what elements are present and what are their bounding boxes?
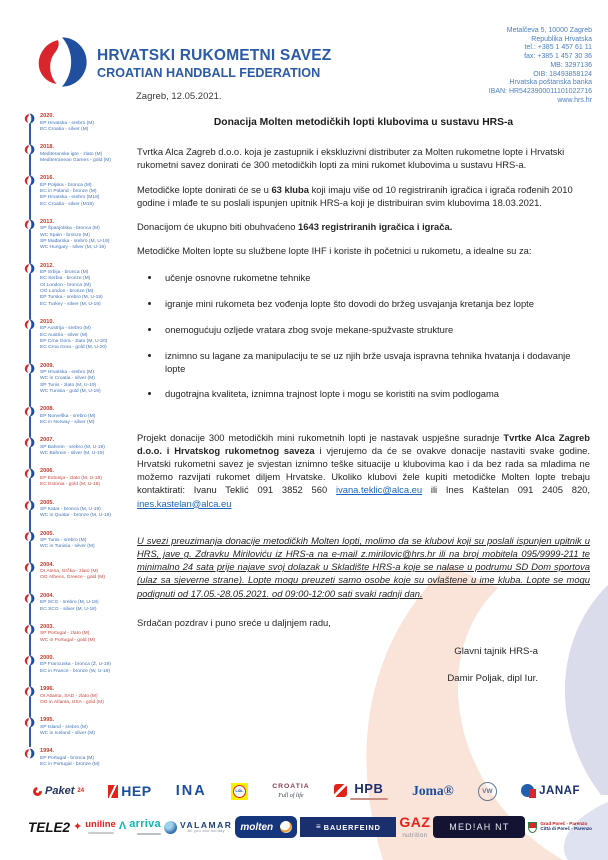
- uniline-star-icon: ✦: [73, 820, 83, 833]
- timeline-results: [40, 756, 136, 769]
- timeline-texts: [40, 717, 136, 737]
- timeline-result: EP Hrvatska - srebro (M18): [40, 195, 100, 201]
- arriva-subtext-bar: [137, 833, 161, 835]
- sponsor-logo-ina: [176, 783, 207, 799]
- timeline-results: [40, 507, 136, 520]
- timeline-results: [40, 569, 136, 582]
- timeline-result: EC in Poland - bronze (M): [40, 188, 97, 194]
- bullet-item: • onemogućuju ozljede vratara zbog svoje mekane-spužvaste strukture: [161, 323, 590, 336]
- valamar-tagline: All you can holiday: [187, 829, 225, 834]
- bauerfeind-label: BAUERFEIND: [323, 822, 381, 832]
- lidl-label: LiDL: [235, 789, 244, 793]
- sponsors-footer: [0, 776, 608, 843]
- p2-bold: 63 kluba: [271, 183, 309, 195]
- timeline-result: EP Norveška - srebro (M): [40, 413, 96, 419]
- sponsor-logo-volkswagen: [478, 782, 497, 801]
- timeline-results: [40, 600, 136, 613]
- timeline-result: EP SCG - srebro (M, U-18): [40, 600, 99, 606]
- timeline-result: SP Hrvatska - srebro (M): [40, 370, 94, 376]
- croatia-label: CROATIA: [272, 782, 310, 790]
- timeline-texts: [40, 263, 136, 308]
- timeline-result: EC in France - bronze (W, U-19): [40, 668, 111, 674]
- sponsor-logo-hpb: [334, 782, 388, 799]
- porec-label-it: Città di Poreč - Parenzo: [540, 826, 592, 831]
- org-name-hr: HRVATSKI RUKOMETNI SAVEZ: [97, 47, 332, 64]
- uniline-subtext-bar: [88, 832, 114, 834]
- timeline-year: 2009.: [40, 362, 54, 369]
- timeline-result: WC in Iceland - silver (M): [40, 730, 95, 736]
- achievements-timeline: [24, 113, 136, 768]
- org-name-en: CROATIAN HANDBALL FEDERATION: [97, 66, 321, 80]
- timeline-entry: [24, 113, 136, 133]
- timeline-results: [40, 270, 136, 308]
- timeline-results: [40, 326, 136, 351]
- timeline-results: [40, 694, 136, 707]
- gaz-label: GAZ: [399, 813, 431, 830]
- hrs-ball-icon: [24, 219, 35, 230]
- timeline-results: [40, 725, 136, 738]
- sponsor-logo-janaf: [521, 784, 580, 799]
- dateline: Zagreb, 12.05.2021.: [136, 91, 222, 102]
- hrs-ball-icon: [24, 144, 35, 155]
- timeline-result: SP Tunis - srebro (M): [40, 538, 87, 544]
- timeline-result: SP Katar - bronca (M, U-19): [40, 507, 101, 512]
- timeline-result: SP Bahrein - srebro (M, U-19): [40, 444, 105, 450]
- timeline-texts: [40, 562, 136, 582]
- timeline-results: [40, 476, 136, 489]
- vw-label: VW: [482, 787, 493, 795]
- valamar-label: VALAMAR: [179, 819, 233, 830]
- letter-title: Donacija Molten metodičkih lopti klubovima u sustavu HRS-a: [213, 117, 514, 128]
- timeline-entry: [24, 175, 136, 208]
- timeline-result: EC SCG - silver (M, U-18): [40, 606, 97, 612]
- timeline-entry: [24, 748, 136, 768]
- signature-role: Glavni tajnik HRS-a: [454, 646, 538, 658]
- timeline-result: EP Srbija - bronca (M): [40, 270, 89, 276]
- timeline-year: 2012.: [40, 262, 54, 269]
- valamar-globe-icon: [164, 821, 177, 834]
- timeline-result: OI London - bronca (M): [40, 282, 91, 288]
- benefits-list: [137, 271, 590, 400]
- timeline-entry: [24, 363, 136, 396]
- timeline-year: 2010.: [40, 318, 54, 325]
- timeline-result: EP Hrvatska - srebro (M): [40, 120, 94, 126]
- sponsor-logo-tele2: [28, 820, 70, 835]
- timeline-results: [40, 121, 136, 134]
- timeline-entry: [24, 593, 136, 613]
- hrs-ball-icon: [24, 593, 35, 604]
- signature-name: Damir Poljak, dipl Iur.: [447, 673, 538, 685]
- timeline-result: OI Atena, Grčka - zlato (M): [40, 569, 99, 575]
- p5-text-mid2: ili Ines Kaštelan 091 2405 820,: [422, 484, 590, 496]
- timeline-result: EP Crna Gora - zlato (M, U-20): [40, 338, 108, 344]
- sponsor-logo-joma: [412, 783, 454, 799]
- timeline-texts: [40, 624, 136, 644]
- contact-line: fax: +385 1 457 30 36: [524, 53, 592, 61]
- bullet-item: • igranje mini rukometa bez vođenja lopte što dovodi do bržeg usvajanja kretanja bez lopte: [161, 297, 590, 310]
- sponsor-row-1: [0, 776, 608, 806]
- sponsor-logo-valamar: [164, 821, 232, 834]
- timeline-result: SP Portugal - zlato (M): [40, 631, 90, 637]
- hrs-ball-icon: [24, 531, 35, 542]
- contact-line: Metalčeva 5, 10000 Zagreb: [506, 27, 592, 34]
- hrs-ball-icon: [24, 500, 35, 511]
- timeline-result: OG in Atlanta, USA - gold (M): [40, 699, 104, 705]
- timeline-result: OI Atlanta, SAD - zlato (M): [40, 693, 98, 699]
- paragraph-balls: Metodičke Molten lopte su službene lopte IHF i koriste ih početnici u rukometu, a idealne su za:: [137, 245, 532, 257]
- sponsor-logo-bauerfeind: [300, 817, 396, 837]
- contact-line: tel.: +385 1 457 61 11: [524, 44, 592, 52]
- timeline-year: 2008.: [40, 406, 54, 413]
- uniline-label: uniline: [85, 819, 116, 831]
- timeline-result: EC in Norway - silver (M): [40, 420, 95, 426]
- timeline-result: EC Croatia - silver (M): [40, 126, 89, 132]
- timeline-texts: [40, 655, 136, 675]
- bullet-item: • dugotrajna kvaliteta, iznimna trajnost lopte i mogu se koristiti na svim podlogama: [161, 387, 590, 400]
- timeline-texts: [40, 593, 136, 613]
- org-names: [97, 47, 331, 80]
- timeline-entry: [24, 500, 136, 520]
- timeline-texts: [40, 686, 136, 706]
- paket24-swoosh-icon: [31, 785, 44, 798]
- sponsor-logo-arriva: [119, 819, 161, 834]
- timeline-texts: [40, 500, 136, 520]
- contact-line: Republika Hrvatska: [531, 35, 592, 43]
- timeline-texts: [40, 319, 136, 352]
- contact-block: [489, 27, 592, 105]
- timeline-result: EC Turkey - silver (M, U-19): [40, 301, 101, 307]
- timeline-result: SP Tunis - zlato (M, U-19): [40, 382, 97, 388]
- hrs-ball-icon: [24, 363, 35, 374]
- timeline-texts: [40, 468, 136, 488]
- timeline-results: [40, 631, 136, 644]
- hrs-ball-icon: [24, 406, 35, 417]
- paragraph-intro: Tvrtka Alca Zagreb d.o.o. koja je zastupnik i ekskluzivni distributer za Molten rukometne lopte i Hrvatski rukometni savez donirati će 300 metodičkih lopti za mini rukomet klubovima u sustavu HRS-a.: [137, 146, 565, 171]
- timeline-entry: [24, 468, 136, 488]
- vw-circle-icon: [478, 782, 497, 801]
- timeline-year: 2016.: [40, 175, 54, 182]
- p2-text-post: koji imaju više od 10 registriranih igračica i igrača rođenih 2010 godine i mlađe te su poslali ispunjen upitnik HRS-a koji je distribuiran svim klubovima 18.03.2021.: [137, 183, 573, 208]
- paragraph-project: [137, 431, 590, 510]
- hpb-mark-icon: [334, 784, 347, 797]
- timeline-entry: [24, 406, 136, 426]
- paragraph-clubs: [137, 183, 590, 209]
- contact-line: OIB: 18493858124: [533, 70, 592, 78]
- timeline-texts: [40, 144, 136, 164]
- sponsor-logo-lidl: [231, 783, 248, 800]
- hrs-ball-icon: [24, 748, 35, 759]
- sponsor-logo-croatia: [272, 783, 309, 799]
- timeline-result: EP Poljska - bronca (M): [40, 182, 92, 188]
- contact-line: www.hrs.hr: [557, 96, 592, 104]
- timeline-entry: [24, 144, 136, 164]
- croatia-tagline: Full of life: [278, 792, 304, 799]
- bullet-item: • iznimno su lagane za manipulaciju te se uz njih brže usvaja ispravna tehnika hvatanja i dodavanje lopte: [161, 349, 590, 375]
- timeline-result: SP Španjolska - bronca (M): [40, 226, 100, 232]
- bauerfeind-mark-icon: ≡: [315, 822, 321, 831]
- hrs-logo: [33, 36, 91, 88]
- timeline-result: WC in Quatar - bronze (M, U-19): [40, 513, 111, 519]
- timeline-year: 2004.: [40, 592, 54, 599]
- timeline-result: EP Estonija - zlato (M, U-18): [40, 475, 102, 481]
- paragraph-total: [137, 220, 590, 233]
- timeline-entry: [24, 686, 136, 706]
- hrs-ball-icon: [24, 468, 35, 479]
- timeline-result: OG Athens, Greece - gold (M): [40, 575, 105, 581]
- molten-label: molten: [240, 821, 274, 833]
- timeline-results: [40, 538, 136, 551]
- contact-line: MB: 3297136: [550, 61, 592, 69]
- paragraph-pickup-instructions: U svezi preuzimanja donacije metodičkih Molten lopti, molimo da se klubovi koji su poslali ispunjen upitnik u HRS, jave g. Zdravku Miriloviću iz HRS-a na e-mail z.mirilovic@hrs.hr ili na broj mobitela 095/9999-211 te minimalno 24 sata prije najave svoj dolazak u Skladište HRS-a koje se nalase u podrumu SD Dom sportova (ulaz sa sjeverne strane). Lopte mogu preuzeti samo osobe koje su ovlaštene u ime kluba. Lopte se mogu podignuti od 17.05.-28.05.2021. od 09:00-12:00 sati svaki radnji dan.: [137, 534, 590, 599]
- sponsor-logo-gaz: [399, 815, 430, 839]
- timeline-result: WC Bahrein - silver (M, U-19): [40, 451, 105, 457]
- timeline-results: [40, 226, 136, 251]
- arriva-label: arriva: [129, 818, 161, 831]
- timeline-year: 1995.: [40, 717, 54, 724]
- timeline-year: 1996.: [40, 686, 54, 693]
- timeline-year: 2003.: [40, 623, 54, 630]
- janaf-label: JANAF: [539, 785, 580, 797]
- timeline-year: 2000.: [40, 654, 54, 661]
- timeline-year: 2013.: [40, 218, 54, 225]
- hep-mark-icon: [108, 785, 118, 798]
- timeline-result: WC in Portugal - gold (M): [40, 637, 96, 643]
- timeline-entry: [24, 624, 136, 644]
- sponsor-logo-porec: [528, 822, 592, 833]
- bullet-item: • učenje osnovne rukometne tehnike: [161, 271, 590, 284]
- sponsor-logo-paket24: [33, 785, 84, 797]
- timeline-result: EP Francuska - bronca (Ž, U-19): [40, 662, 111, 668]
- timeline-result: EC Serbia - bronze (M): [40, 276, 91, 282]
- timeline-results: [40, 445, 136, 458]
- hrs-ball-icon: [24, 624, 35, 635]
- timeline-results: [40, 152, 136, 165]
- timeline-results: [40, 662, 136, 675]
- timeline-result: SP Mađarska - srebro (M, U-19): [40, 238, 110, 244]
- timeline-texts: [40, 363, 136, 396]
- timeline-result: EC Crna Gora - gold (M, U-20): [40, 345, 107, 351]
- signature-block: [137, 645, 590, 685]
- porec-label-hr: Grad Poreč - Parenzo: [540, 821, 588, 827]
- lidl-square-icon: [231, 783, 248, 800]
- timeline-year: 2004.: [40, 561, 54, 568]
- contact-line: IBAN: HR5423900011101022716: [488, 87, 592, 95]
- timeline-texts: [40, 531, 136, 551]
- mediahunt-label: MED!AH NT: [449, 822, 510, 832]
- timeline-year: 2006.: [40, 468, 54, 475]
- janaf-mark-icon: [521, 784, 536, 799]
- timeline-result: OG London - bronze (M): [40, 288, 94, 294]
- timeline-result: WC in Tunisia - silver (M): [40, 544, 95, 550]
- timeline-texts: [40, 748, 136, 768]
- timeline-result: WC Hungary - silver (M, U-19): [40, 245, 106, 251]
- arriva-mark-icon: Λ: [118, 820, 127, 833]
- hep-label: HEP: [121, 783, 152, 799]
- timeline-result: EP Portugal - bronca (M): [40, 755, 94, 761]
- email-link-ines[interactable]: ines.kastelan@alca.eu: [137, 497, 232, 509]
- timeline-entry: [24, 437, 136, 457]
- hrs-ball-icon: [24, 113, 35, 124]
- timeline-texts: [40, 437, 136, 457]
- hrs-ball-icon: [24, 263, 35, 274]
- p2-text: Metodičke lopte donirati će se u: [137, 183, 272, 195]
- timeline-year: 2007.: [40, 437, 54, 444]
- p5-bold: Tvrtke Alca Zagreb d.o.o. i Hrvatskog rukometnog saveza: [137, 431, 590, 456]
- ina-label: INA: [175, 783, 207, 799]
- timeline-result: Mediterranean Games - gold (M): [40, 157, 111, 163]
- tele2-label: TELE2: [28, 819, 71, 835]
- timeline-result: EP Turska - srebro (M, U-19): [40, 295, 103, 301]
- timeline-result: EC Estonia - gold (M, U-18): [40, 482, 101, 488]
- p5-text-mid: i vjerujemo da će se ovakve donacije nastaviti svake godine. Hrvatski rukometni savez je svjestan iznimno teške situacije u klubovima kao i da bez rada sa mladima ne možemo razvijati rukomet diljem Hrvatske. Ukoliko klubovi žele kupiti metodičke Molten lopte trebaju kontaktirati: Ivanu Teklić 091 3852 560: [137, 444, 590, 496]
- timeline-year: 1994.: [40, 748, 54, 755]
- timeline-texts: [40, 219, 136, 252]
- sponsor-logo-uniline: [73, 820, 116, 833]
- timeline-entry: [24, 531, 136, 551]
- joma-label: Joma®: [412, 783, 454, 798]
- hrs-ball-icon: [24, 175, 35, 186]
- paket24-label: Paket: [45, 785, 75, 797]
- timeline-texts: [40, 175, 136, 208]
- timeline-year: 2020.: [40, 113, 54, 119]
- porec-crest-icon: [528, 822, 537, 833]
- timeline-entry: [24, 562, 136, 582]
- timeline-entry: [24, 263, 136, 308]
- timeline-result: WC in Croatia - silver (M): [40, 376, 95, 382]
- closing-line: Srdačan pozdrav i puno sreće u daljnjem radu,: [137, 616, 331, 628]
- timeline-entry: [24, 655, 136, 675]
- timeline-texts: [40, 113, 136, 133]
- sponsor-logo-hep: [108, 783, 151, 799]
- timeline-entry: [24, 319, 136, 352]
- timeline-result: EC in Portugal - bronze (M): [40, 762, 100, 768]
- hpb-label: HPB: [354, 781, 384, 797]
- sponsor-logo-mediahunt: [433, 816, 525, 838]
- molten-ball-icon: [280, 821, 292, 833]
- hpb-subtext-bar: [350, 798, 388, 800]
- timeline-result: EC Austria - silver (M): [40, 332, 88, 338]
- hrs-ball-icon: [24, 686, 35, 697]
- timeline-result: SP Island - srebro (M): [40, 724, 88, 730]
- contact-line: Hrvatska poštanska banka: [509, 79, 592, 87]
- hrs-ball-icon: [24, 717, 35, 728]
- timeline-texts: [40, 406, 136, 426]
- hrs-ball-icon: [24, 562, 35, 573]
- timeline-result: EP Austrija - srebro (M): [40, 326, 91, 332]
- timeline-entry: [24, 219, 136, 252]
- timeline-year: 2018.: [40, 144, 54, 151]
- p5-text: Projekt donacije 300 metodičkih mini rukometnih lopti je nastavak uspješne suradnje: [137, 431, 504, 443]
- p3-bold: 1643 registriranih igračica i igrača.: [298, 221, 453, 233]
- timeline-results: [40, 370, 136, 395]
- sponsor-row-2: [0, 811, 608, 843]
- timeline-result: Mediteranske igre - zlato (M): [40, 151, 103, 157]
- paket24-number: 24: [77, 788, 85, 794]
- timeline-year: 2005.: [40, 499, 54, 506]
- timeline-results: [40, 414, 136, 427]
- hrs-ball-icon: [24, 437, 35, 448]
- timeline-result: EC Croatia - silver (M18): [40, 201, 94, 207]
- hrs-ball-icon: [24, 655, 35, 666]
- gaz-tagline: nutrition: [402, 831, 428, 839]
- timeline-results: [40, 183, 136, 208]
- timeline-result: WC Tunisia - gold (M, U-19): [40, 388, 101, 394]
- letter-body: [137, 116, 590, 699]
- timeline-result: WC Spain - bronze (M): [40, 232, 91, 238]
- p3-text: Donacijom će ukupno biti obuhvaćeno: [137, 221, 299, 233]
- timeline-entry: [24, 717, 136, 737]
- hrs-ball-icon: [24, 319, 35, 330]
- sponsor-logo-molten: [235, 816, 297, 838]
- email-link-ivana[interactable]: ivana.teklic@alca.eu: [335, 484, 423, 496]
- timeline-year: 2005.: [40, 530, 54, 537]
